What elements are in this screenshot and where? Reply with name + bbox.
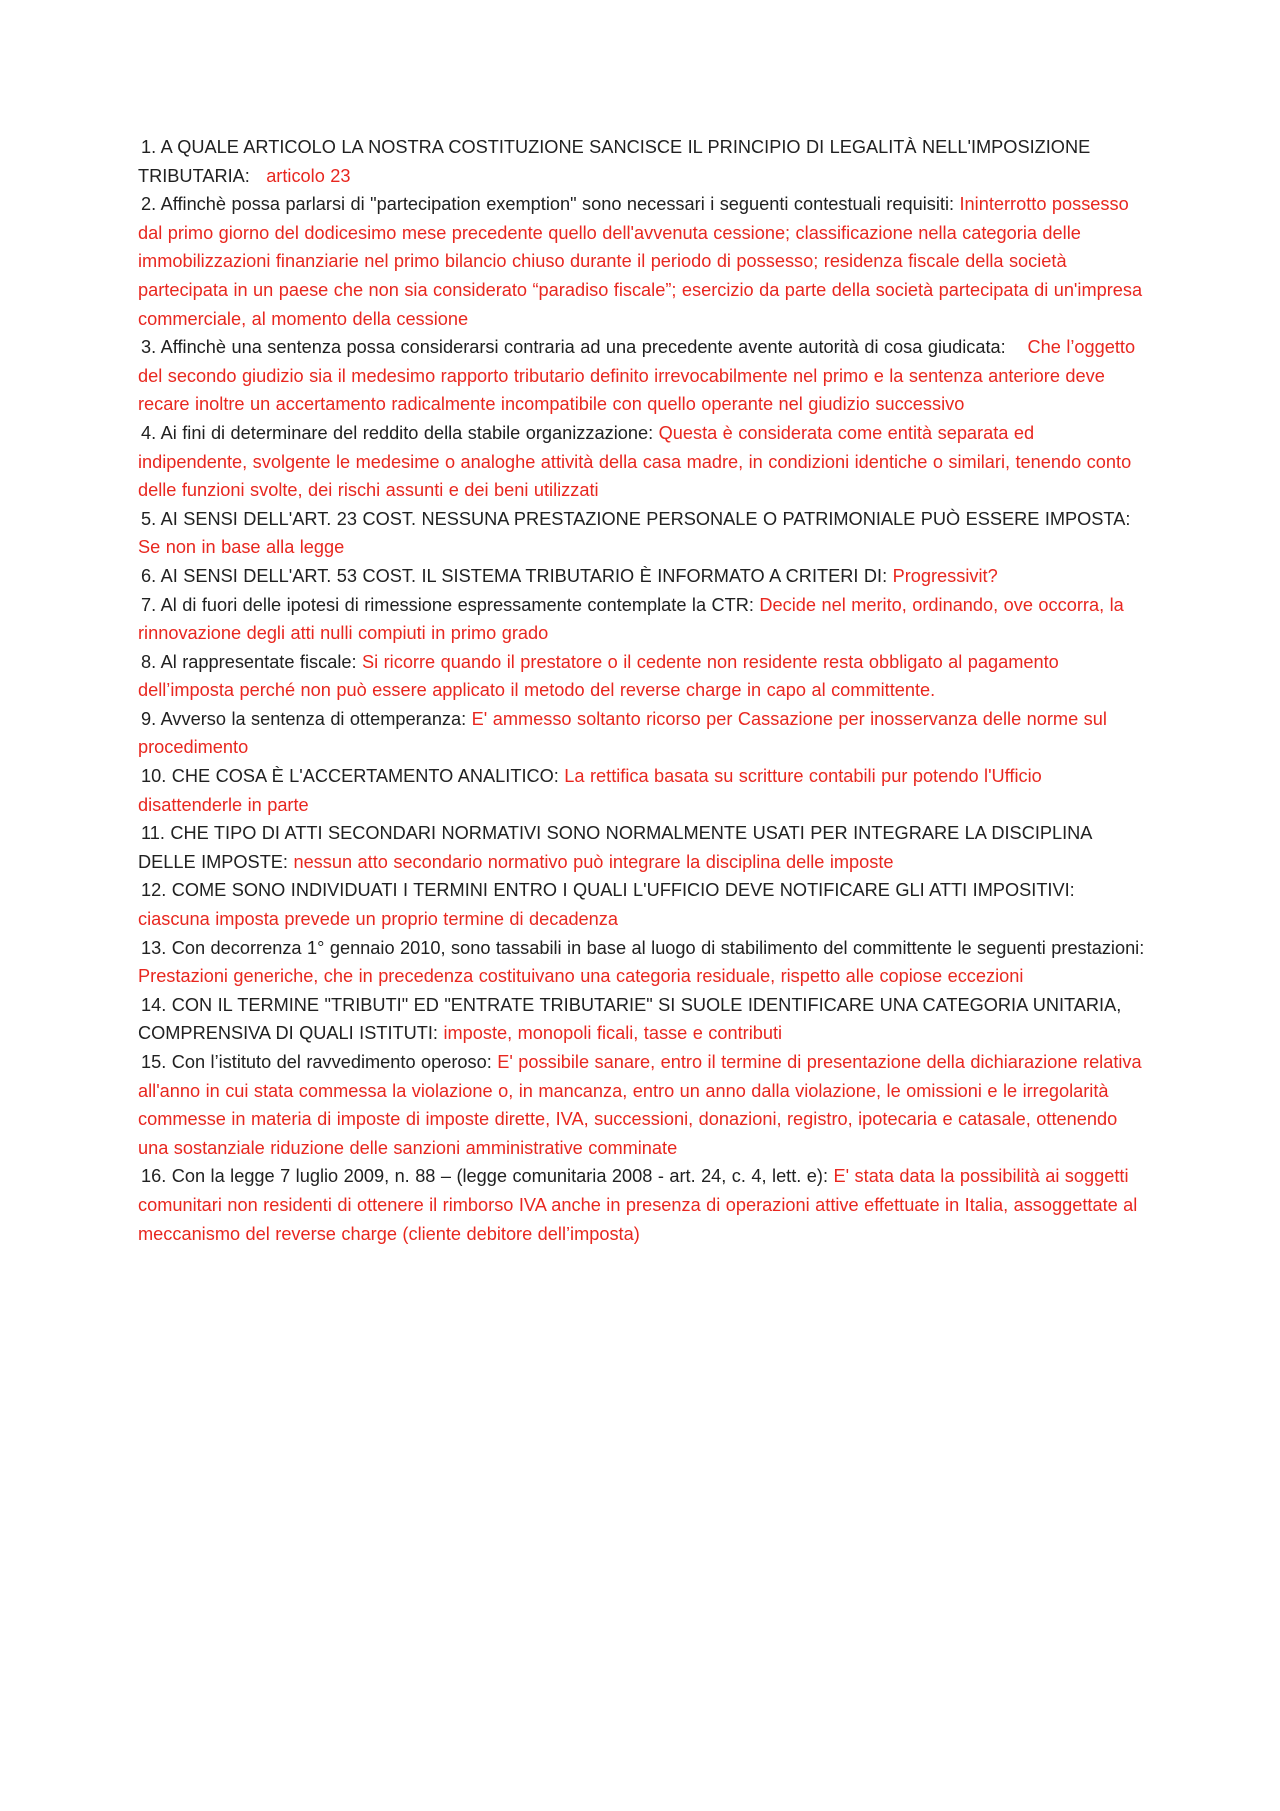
- qa-item: [138, 1048, 1146, 1162]
- answer-text: articolo 23: [266, 165, 351, 186]
- question-text: 14. CON IL TERMINE "TRIBUTI" ED "ENTRATE TRIBUTARIE" SI SUOLE IDENTIFICARE UNA CATEGORIA UNITARIA, COMPRENSIVA DI QUALI ISTITUTI:: [138, 994, 1127, 1044]
- question-text: 5. AI SENSI DELL'ART. 23 COST. NESSUNA PRESTAZIONE PERSONALE O PATRIMONIALE PUÒ ESSERE IMPOSTA:: [141, 508, 1147, 529]
- qa-item: [138, 648, 1146, 705]
- answer-text: Che l’oggetto del secondo giudizio sia il medesimo rapporto tributario definito irrevocabilmente nel primo e la sentenza anteriore deve recare inoltre un accertamento radicalmente incompatibile con quello operante nel giudizio successivo: [138, 337, 1141, 415]
- question-text: 15. Con l’istituto del ravvedimento operoso:: [141, 1052, 498, 1072]
- qa-item: [138, 505, 1146, 562]
- qa-item: [138, 934, 1150, 991]
- qa-item: [138, 762, 1146, 819]
- answer-text: imposte, monopoli ficali, tasse e contributi: [443, 1023, 783, 1044]
- question-text: 1. A QUALE ARTICOLO LA NOSTRA COSTITUZIONE SANCISCE IL PRINCIPIO DI LEGALITÀ NELL'IMPOSIZIONE TRIBUTARIA:: [138, 137, 1096, 186]
- qa-item: [138, 419, 1146, 505]
- answer-text: Progressivit?: [892, 565, 998, 586]
- question-text: 16. Con la legge 7 luglio 2009, n. 88 – (legge comunitaria 2008 - art. 24, c. 4, lett. e):: [141, 1166, 834, 1187]
- qa-item: [138, 705, 1146, 762]
- question-text: 10. CHE COSA È L'ACCERTAMENTO ANALITICO:: [141, 766, 565, 787]
- qa-item: [138, 562, 1146, 591]
- question-text: 12. COME SONO INDIVIDUATI I TERMINI ENTRO I QUALI L'UFFICIO DEVE NOTIFICARE GLI ATTI IMPOSITIVI:: [141, 880, 1086, 901]
- answer-text: ciascuna imposta prevede un proprio termine di decadenza: [138, 909, 618, 930]
- qa-item: [138, 819, 1146, 876]
- answer-text: Ininterrotto possesso dal primo giorno del dodicesimo mese precedente quello dell'avvenuta cessione; classificazione nella categoria delle immobilizzazioni finanziarie nel primo bilancio chiuso durante il periodo di possesso; residenza fiscale della società partecipata in un paese che non sia considerato “paradiso fiscale”; esercizio da parte della società partecipata di un'impresa commerciale, al momento della cessione: [138, 194, 1148, 329]
- answer-text: Decide nel merito, ordinando, ove occorra, la rinnovazione degli atti nulli compiuti in primo grado: [138, 594, 1130, 644]
- question-text: 3. Affinchè una sentenza possa considerarsi contraria ad una precedente avente autorità di cosa giudicata:: [141, 337, 1028, 358]
- answer-text: Prestazioni generiche, che in precedenza costituivano una categoria residuale, rispetto alle copiose eccezioni: [138, 966, 1024, 987]
- question-text: 4. Ai fini di determinare del reddito della stabile organizzazione:: [141, 422, 659, 443]
- answer-text: Si ricorre quando il prestatore o il cedente non residente resta obbligato al pagamento dell’imposta perché non può essere applicato il metodo del reverse charge in capo al committente.: [138, 651, 1065, 701]
- answer-text: E' ammesso soltanto ricorso per Cassazione per inosservanza delle norme sul procedimento: [138, 708, 1113, 758]
- qa-item: [138, 333, 1146, 419]
- qa-item: [138, 1162, 1146, 1248]
- question-text: 9. Avverso la sentenza di ottemperanza:: [141, 708, 472, 729]
- answer-text: Se non in base alla legge: [138, 537, 345, 558]
- answer-text: La rettifica basata su scritture contabili pur potendo l'Ufficio disattenderle in parte: [138, 766, 1048, 815]
- qa-item: [138, 876, 1146, 933]
- answer-text: Questa è considerata come entità separata ed indipendente, svolgente le medesime o analoghe attività della casa madre, in condizioni identiche o similari, tenendo conto delle funzioni svolte, dei rischi assunti e dei beni utilizzati: [138, 422, 1137, 501]
- qa-item: [138, 133, 1146, 190]
- qa-list: [138, 133, 1150, 1248]
- qa-item: [138, 591, 1146, 648]
- question-text: 13. Con decorrenza 1° gennaio 2010, sono tassabili in base al luogo di stabilimento del committente le seguenti prestazioni:: [141, 937, 1150, 958]
- question-text: 11. CHE TIPO DI ATTI SECONDARI NORMATIVI SONO NORMALMENTE USATI PER INTEGRARE LA DISCIPLINA DELLE IMPOSTE:: [138, 823, 1097, 872]
- answer-text: E' stata data la possibilità ai soggetti comunitari non residenti di ottenere il rimborso IVA anche in presenza di operazioni attive effettuate in Italia, assoggettate al meccanismo del reverse charge (cliente debitore dell’imposta): [138, 1166, 1143, 1244]
- question-text: 2. Affinchè possa parlarsi di "partecipation exemption" sono necessari i seguenti contestuali requisiti:: [141, 194, 960, 215]
- qa-item: [138, 190, 1146, 333]
- qa-item: [138, 991, 1146, 1048]
- answer-text: E' possibile sanare, entro il termine di presentazione della dichiarazione relativa all'anno in cui stata commessa la violazione o, in mancanza, entro un anno dalla violazione, le omissioni e le irregolarità commesse in materia di imposte di imposte dirette, IVA, successioni, donazioni, registro, ipotecaria e catasale, ottenendo una sostanziale riduzione delle sanzioni amministrative comminate: [138, 1052, 1148, 1158]
- question-text: 8. Al rappresentate fiscale:: [141, 651, 362, 672]
- question-text: 6. AI SENSI DELL'ART. 53 COST. IL SISTEMA TRIBUTARIO È INFORMATO A CRITERI DI:: [141, 565, 893, 586]
- answer-text: nessun atto secondario normativo può integrare la disciplina delle imposte: [293, 851, 894, 872]
- question-text: 7. Al di fuori delle ipotesi di rimessione espressamente contemplate la CTR:: [141, 594, 760, 615]
